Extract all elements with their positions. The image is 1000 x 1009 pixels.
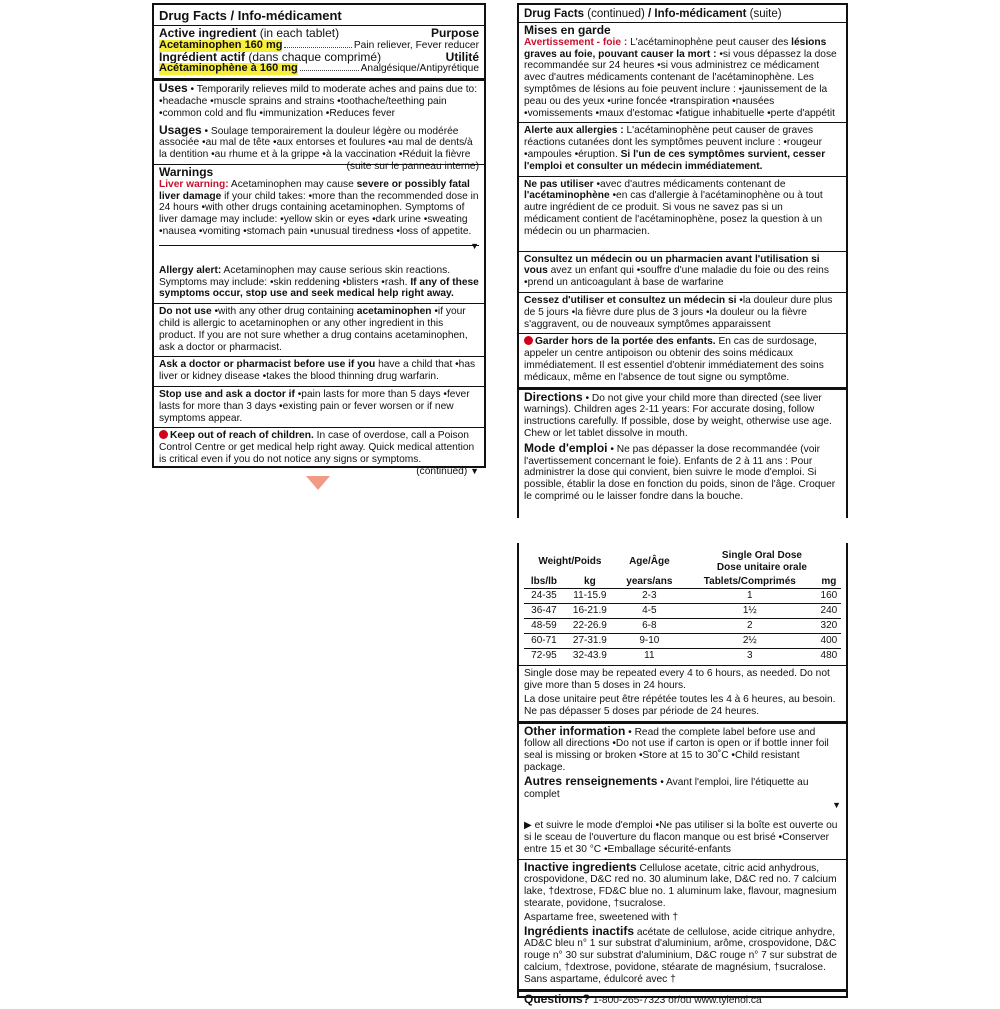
continue-arrow-icon: ▼ bbox=[470, 241, 479, 251]
sans-aspartame: Sans aspartame, édulcoré avec † bbox=[524, 974, 841, 986]
questions-section bbox=[519, 990, 846, 1009]
directions-text: • Do not give your child more than directed (see liver warnings). Children ages 2-11 years: For accurate dosing, follow instructions carefully. If possible, dose by weight, otherwise use age. Chew or let tablet dissolve in mouth. bbox=[524, 393, 832, 439]
other-info-heading: Other information bbox=[524, 724, 625, 738]
title-bold-2: / Info-médicament bbox=[648, 8, 746, 20]
active-ingredient-paren: (in each tablet) bbox=[256, 26, 339, 40]
cell: 24-35 bbox=[524, 589, 564, 604]
stop-use-label: Stop use and ask a doctor if bbox=[159, 389, 295, 400]
other-info-text: • Read the complete label before use and follow all directions •Do not use if carton is open or if bottle inner foil seal is missing or broken •Store at 15 to 30˚C •Child resistant package. bbox=[524, 727, 829, 773]
autres-continued: ▶ et suivre le mode d'emploi •Ne pas utiliser si la boîte est ouverte ou si le sceau de l'ouverture du flacon manque ou est brisé •Conserver entre 15 et 30 °C •Emballage sécurité-enfants bbox=[524, 820, 841, 855]
title-bold: Drug Facts bbox=[524, 8, 584, 20]
autres-heading: Autres renseignements bbox=[524, 774, 657, 788]
cell: 2½ bbox=[683, 633, 817, 648]
ask-doctor-label: Ask a doctor or pharmacist before use if you bbox=[159, 359, 375, 370]
years-header: years/ans bbox=[616, 575, 683, 589]
consultez-section bbox=[519, 252, 846, 293]
cell: 11-15.9 bbox=[564, 589, 616, 604]
ingredients-inactifs-text: acétate de cellulose, acide citrique anhydre, AD&C bleu n° 1 sur substrat d'aluminium, arôme, crospovidone, D&C rouge n° 30 sur substrat d'aluminium, D&C rouge n° 7 sur substrat de calcium, †dextrose, povidone, stéarate de magnésium, †sucralose. bbox=[524, 927, 837, 973]
dose-header-en: Single Oral Dose bbox=[722, 550, 802, 561]
alerte-text: L'acétaminophène peut causer de graves réactions cutanées dont les symptômes peuvent inclure : •rougeur •ampoules •éruption. bbox=[524, 125, 822, 160]
cell: 72-95 bbox=[524, 648, 564, 662]
purpose-heading: Purpose bbox=[431, 28, 479, 40]
mode-emploi-text: • Ne pas dépasser la dose recommandée (voir l'avertissement concernant le foie). Enfants de 2 à 11 ans : Pour administrer la dose qui convient, bien suivre le mode d'emploi. Si possible, établir la dose en fonction du poids, sinon de l'âge. Croquer le comprimé ou le laisser fondre dans la bouche. bbox=[524, 444, 835, 502]
dosing-panel bbox=[517, 543, 848, 998]
ask-doctor-text: have a child that •has liver or kidney disease •takes the blood thinning drug warfarin. bbox=[159, 359, 475, 382]
table-row bbox=[524, 648, 841, 662]
usages-continued: (suite sur le panneau interne) bbox=[346, 161, 479, 173]
table-row bbox=[524, 589, 841, 604]
cell: 2 bbox=[683, 618, 817, 633]
inactive-heading: Inactive ingredients bbox=[524, 860, 637, 874]
questions-heading: Questions? bbox=[524, 992, 590, 1006]
down-arrow-icon bbox=[306, 476, 330, 490]
weight-header: Weight/Poids bbox=[524, 549, 616, 575]
drug-facts-panel-continued bbox=[517, 3, 848, 518]
cell: 60-71 bbox=[524, 633, 564, 648]
do-not-use-text: •with any other drug containing bbox=[212, 306, 357, 317]
cell: 480 bbox=[817, 648, 841, 662]
avertissement-text-2: •si vous dépassez la dose recommandée sur 24 heures •si vous administrez ce médicament avec d'autres médicaments contenant de l'acétaminophène. Les symptômes de lésions au foie peuvent inclure : •jaunissement de la peau ou des yeux •urine foncée •transpiration •nausées •vomissements •maux d'estomac •fatigue inhabituelle •perte d'appétit bbox=[524, 49, 837, 119]
cell: 160 bbox=[817, 589, 841, 604]
allergy-section bbox=[154, 263, 484, 304]
do-not-use-label: Do not use bbox=[159, 306, 212, 317]
ingredient-actif-heading: Ingrédient actif bbox=[159, 50, 245, 64]
other-info-section bbox=[519, 724, 846, 859]
cessez-label: Cessez d'utiliser et consultez un médecin si bbox=[524, 295, 736, 306]
ingredient-actif-paren: (dans chaque comprimé) bbox=[245, 50, 381, 64]
ne-pas-utiliser-section bbox=[519, 177, 846, 252]
active-ingredient-name: Acetaminophen 160 mg bbox=[159, 40, 282, 52]
cell: 22-26.9 bbox=[564, 618, 616, 633]
do-not-use-section bbox=[154, 304, 484, 357]
uses-text: • Temporarily relieves mild to moderate aches and pains due to: •headache •muscle sprains and strains •toothache/teething pain •common cold and flu •immunization •Reduces fever bbox=[159, 84, 477, 119]
avertissement-text: L'acétaminophène peut causer des bbox=[627, 37, 791, 48]
cell: 9-10 bbox=[616, 633, 683, 648]
ingredient-actif-name: Acétaminophène à 160 mg bbox=[159, 63, 298, 75]
usages-heading: Usages bbox=[159, 123, 202, 137]
garder-text: En cas de surdosage, appeler un centre antipoison ou obtenir des soins médicaux immédiatement. Il est essentiel d'obtenir immédiatement des soins médicaux, même en l'absence de tout signe ou symptôme. bbox=[524, 336, 824, 382]
table-row bbox=[524, 618, 841, 633]
do-not-use-text-2: •if your child is allergic to acetaminophen or any other ingredient in this product. If you are not sure whether a drug contains acetaminophen, ask a doctor or pharmacist. bbox=[159, 306, 468, 352]
alerte-bold: Si l'un de ces symptômes survient, cesser l'emploi et consulter un médecin immédiatement. bbox=[524, 149, 825, 172]
cell: 240 bbox=[817, 604, 841, 619]
questions-text: 1-800-265-7323 or/ou www.tylenol.ca bbox=[590, 995, 762, 1006]
ne-pas-bold: l'acétaminophène bbox=[524, 190, 610, 201]
stop-use-text: •pain lasts for more than 5 days •fever lasts for more than 3 days •existing pain or fever worsen or if new symptoms appear. bbox=[159, 389, 470, 424]
consultez-label: Consultez un médecin ou un pharmacien avant l'utilisation si vous bbox=[524, 254, 820, 277]
cell: 1 bbox=[683, 589, 817, 604]
utilite-heading: Utilité bbox=[446, 52, 479, 64]
mises-en-garde-section bbox=[519, 23, 846, 123]
consultez-text: avez un enfant qui •souffre d'une maladie du foie ou des reins •prend un anticoagulant à base de warfarine bbox=[524, 265, 829, 288]
liver-warning-bold: severe or possibly fatal liver damage bbox=[159, 179, 470, 202]
title-light: (continued) bbox=[584, 8, 648, 20]
liver-warning-text: Acetaminophen may cause bbox=[229, 179, 357, 190]
garder-section bbox=[519, 334, 846, 389]
cell: 32-43.9 bbox=[564, 648, 616, 662]
alerte-label: Alerte aux allergies : bbox=[524, 125, 624, 136]
mises-heading: Mises en garde bbox=[524, 25, 841, 37]
autres-text: • Avant l'emploi, lire l'étiquette au complet bbox=[524, 777, 809, 800]
active-ingredient-heading: Active ingredient bbox=[159, 26, 256, 40]
ne-pas-text: •avec d'autres médicaments contenant de bbox=[594, 179, 786, 190]
directions-heading: Directions bbox=[524, 390, 583, 404]
liver-warning-text-2: if your child takes: •more than the recommended dose in 24 hours •with other drugs containing acetaminophen. Symptoms of liver damage may include: •yellow skin or eyes •dark urine •sweating •nausea •vomiting •stomach pain •unusual tiredness •loss of appetite. bbox=[159, 191, 479, 237]
dosing-table bbox=[524, 549, 841, 662]
table-row bbox=[524, 633, 841, 648]
stop-sign-icon bbox=[524, 336, 533, 345]
ingredients-inactifs-heading: Ingrédients inactifs bbox=[524, 924, 634, 938]
garder-label: Garder hors de la portée des enfants. bbox=[535, 336, 716, 347]
do-not-use-bold: acetaminophen bbox=[357, 306, 432, 317]
cell: 36-47 bbox=[524, 604, 564, 619]
warnings-heading: Warnings bbox=[159, 167, 479, 179]
cell: 11 bbox=[616, 648, 683, 662]
ask-doctor-section bbox=[154, 357, 484, 387]
mg-header: mg bbox=[817, 575, 841, 589]
repeat-dose-section bbox=[519, 666, 846, 723]
dosing-table-section bbox=[519, 543, 846, 666]
keep-out-label: Keep out of reach of children. bbox=[170, 430, 314, 441]
tablets-header: Tablets/Comprimés bbox=[683, 575, 817, 589]
allergy-alert-text: Acetaminophen may cause serious skin reactions. Symptoms may include: •skin reddening •blisters •rash. bbox=[159, 265, 450, 288]
keep-out-text: In case of overdose, call a Poison Control Centre or get medical help right away. Quick medical attention is critical even if you do not notice any signs or symptoms. bbox=[159, 430, 474, 465]
dose-header bbox=[683, 549, 841, 575]
continued-arrow-icon: ▼ bbox=[470, 466, 479, 476]
kg-header: kg bbox=[564, 575, 616, 589]
title-light-2: (suite) bbox=[746, 8, 781, 20]
aspartame-free: Aspartame free, sweetened with † bbox=[524, 912, 841, 924]
lbs-header: lbs/lb bbox=[524, 575, 564, 589]
ne-pas-label: Ne pas utiliser bbox=[524, 179, 594, 190]
uses-heading: Uses bbox=[159, 81, 188, 95]
cell: 48-59 bbox=[524, 618, 564, 633]
active-ingredient-section bbox=[154, 26, 484, 81]
cell: 6-8 bbox=[616, 618, 683, 633]
repeat-fr: La dose unitaire peut être répétée toutes les 4 à 6 heures, au besoin. Ne pas dépasser 5 doses par période de 24 heures. bbox=[524, 694, 841, 718]
ingredient-actif-purpose: Analgésique/Antipyrétique bbox=[361, 63, 479, 75]
alerte-allergies-section bbox=[519, 123, 846, 176]
dose-header-fr: Dose unitaire orale bbox=[717, 562, 807, 573]
liver-warning-label: Liver warning: bbox=[159, 179, 229, 190]
cessez-section bbox=[519, 293, 846, 334]
directions-section bbox=[519, 390, 846, 506]
ne-pas-text-2: •en cas d'allergie à l'acétaminophène ou à tout autre ingrédient de ce produit. Si vous ne savez pas si un médicament contient de l'acétaminophène, posez la question à un médecin ou un pharmacien. bbox=[524, 190, 823, 236]
panel-title-continued bbox=[519, 5, 846, 23]
allergy-alert-label: Allergy alert: bbox=[159, 265, 221, 276]
stop-sign-icon bbox=[159, 430, 168, 439]
cell: 2-3 bbox=[616, 589, 683, 604]
inactive-text: Cellulose acetate, citric acid anhydrous, crospovidone, D&C red no. 30 aluminum lake, D&C red no. 7 calcium lake, †dextrose, FD&C blue no. 1 aluminum lake, flavour, magnesium stearate, povidone, †sucralose. bbox=[524, 863, 837, 909]
cessez-text: •la douleur dure plus de 5 jours •la fièvre dure plus de 3 jours •la douleur ou la fièvre s'aggravent, ou de nouveaux symptômes apparaissent bbox=[524, 295, 832, 330]
continued-label: (continued) bbox=[416, 466, 467, 477]
usages-text: • Soulage temporairement la douleur légère ou modérée associée •au mal de tête •aux entorses et foulures •au mal de dents/à la dentition •au rhume et à la grippe •à la vaccination •Réduit la fièvre bbox=[159, 126, 473, 161]
cell: 3 bbox=[683, 648, 817, 662]
avertissement-bold: lésions graves au foie, pouvant causer la mort : bbox=[524, 37, 826, 60]
age-header: Age/Âge bbox=[616, 549, 683, 575]
allergy-alert-bold: If any of these symptoms occur, stop use and seek medical help right away. bbox=[159, 277, 479, 300]
cell: 4-5 bbox=[616, 604, 683, 619]
active-ingredient-purpose: Pain reliever, Fever reducer bbox=[354, 40, 479, 52]
mode-emploi-heading: Mode d'emploi bbox=[524, 441, 608, 455]
repeat-en: Single dose may be repeated every 4 to 6 hours, as needed. Do not give more than 5 doses in 24 hours. bbox=[524, 668, 841, 692]
stop-use-section bbox=[154, 387, 484, 428]
cell: 400 bbox=[817, 633, 841, 648]
continue-arrow-icon: ▼ bbox=[832, 800, 841, 810]
cell: 27-31.9 bbox=[564, 633, 616, 648]
uses-section bbox=[154, 81, 484, 165]
keep-out-section bbox=[154, 428, 484, 480]
cell: 1½ bbox=[683, 604, 817, 619]
warnings-section bbox=[154, 165, 484, 263]
inactive-ingredients-section bbox=[519, 860, 846, 990]
drug-facts-panel-english bbox=[152, 3, 486, 468]
cell: 320 bbox=[817, 618, 841, 633]
table-row bbox=[524, 604, 841, 619]
cell: 16-21.9 bbox=[564, 604, 616, 619]
avertissement-label: Avertissement - foie : bbox=[524, 37, 627, 48]
panel-title: Drug Facts / Info-médicament bbox=[154, 5, 484, 26]
